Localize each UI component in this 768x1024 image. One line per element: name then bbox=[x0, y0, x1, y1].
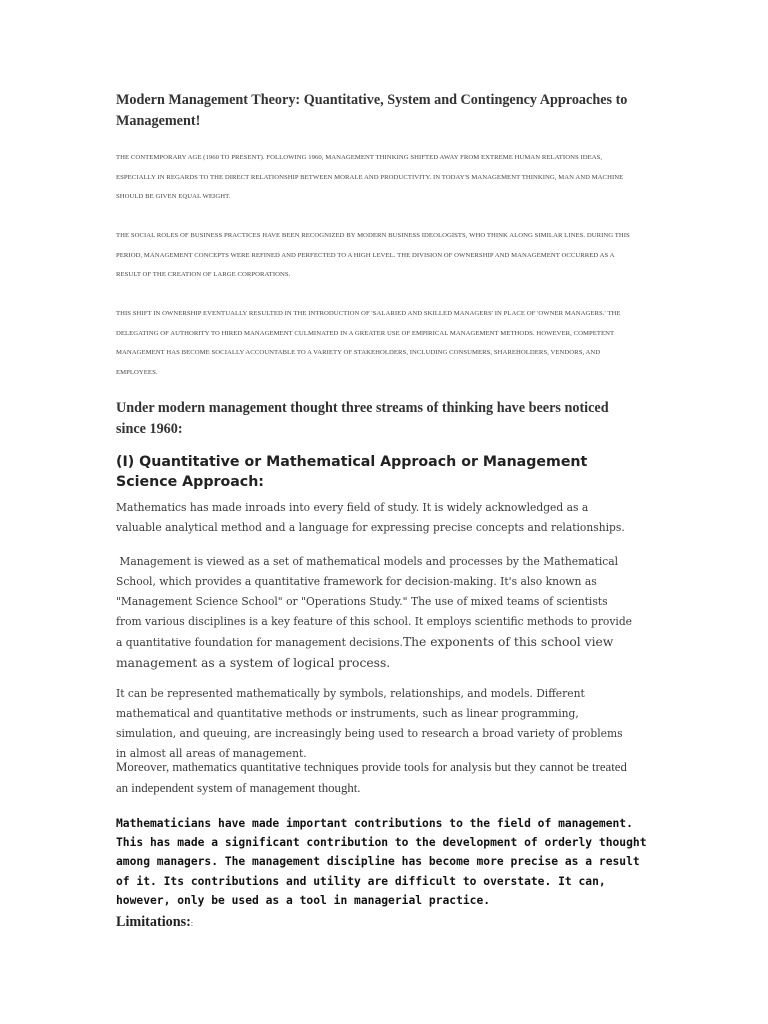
quant-paragraph-1: Mathematics has made inroads into every field of study. It is widely acknowledged as a valuable analytical method and a language for expressing precise concepts and relationships. bbox=[116, 501, 625, 534]
limitations-label: Limitations: bbox=[116, 914, 191, 930]
quant-paragraph-4: Moreover, mathematics quantitative techniques provide tools for analysis but they cannot be treated an independent system of management thought. bbox=[116, 760, 627, 795]
page-title: Modern Management Theory: Quantitative, System and Contingency Approaches to Management! bbox=[116, 92, 628, 129]
limitations-tail: : bbox=[190, 919, 194, 928]
streams-heading: Under modern management thought three streams of thinking have beers noticed since 1960: bbox=[116, 400, 609, 437]
quantitative-approach-heading: (I) Quantitative or Mathematical Approach or Management Science Approach: bbox=[116, 454, 588, 490]
quant-paragraph-2-end: The exponents of this school view management as a system of logical process. bbox=[116, 635, 614, 670]
quant-paragraph-3: It can be represented mathematically by symbols, relationships, and models. Different mathematical and quantitative methods or instruments, such as linear programming, simulation, and queuing, are increasingly being used to research a broad variety of problems in almost all areas of management. bbox=[116, 687, 623, 760]
quant-paragraph-2-main: Management is viewed as a set of mathematical models and processes by the Mathematical School, which provides a quantitative framework for decision-making. It's also known as "Management Science School" or "Operations Study." The use of mixed teams of scientists from various disciplines is a key feature of this school. It employs scientific methods to provide a quantitative foundation for management decisions. bbox=[116, 555, 632, 649]
intro-paragraph-3: THIS SHIFT IN OWNERSHIP EVENTUALLY RESULTED IN THE INTRODUCTION OF 'SALARIED AND SKILLED MANAGERS' IN PLACE OF 'OWNER MANAGERS.' THE DELEGATING OF AUTHORITY TO HIRED MANAGEMENT CULMINATED IN A GREATER USE OF EMPIRICAL MANAGEMENT METHODS. HOWEVER, COMPETENT MANAGEMENT HAS BECOME SOCIALLY ACCOUNTABLE TO A VARIETY OF STAKEHOLDERS, INCLUDING CONSUMERS, SHAREHOLDERS, VENDORS, AND EMPLOYEES. bbox=[116, 310, 621, 376]
intro-paragraph-2: THE SOCIAL ROLES OF BUSINESS PRACTICES HAVE BEEN RECOGNIZED BY MODERN BUSINESS IDEOLOGISTS, WHO THINK ALONG SIMILAR LINES. DURING THIS PERIOD, MANAGEMENT CONCEPTS WERE REFINED AND PERFECTED TO A HIGH LEVEL. THE DIVISION OF OWNERSHIP AND MANAGEMENT OCCURRED AS A RESULT OF THE CREATION OF LARGE CORPORATIONS. bbox=[116, 232, 630, 278]
limitations-heading bbox=[116, 912, 636, 934]
quant-paragraph-2 bbox=[116, 552, 636, 674]
contributions-paragraph: Mathematicians have made important contributions to the field of management. This has made a significant contribution to the development of orderly thought among managers. The management discipline has become more precise as a result of it. Its contributions and utility are difficult to overstate. It can, however, only be used as a tool in managerial practice. bbox=[116, 817, 647, 907]
intro-paragraph-1: THE CONTEMPORARY AGE (1960 TO PRESENT). FOLLOWING 1960, MANAGEMENT THINKING SHIFTED AWAY FROM EXTREME HUMAN RELATIONS IDEAS, ESPECIALLY IN REGARDS TO THE DIRECT RELATIONSHIP BETWEEN MORALE AND PRODUCTIVITY. IN TODAY'S MANAGEMENT THINKING, MAN AND MACHINE SHOULD BE GIVEN EQUAL WEIGHT. bbox=[116, 154, 624, 200]
